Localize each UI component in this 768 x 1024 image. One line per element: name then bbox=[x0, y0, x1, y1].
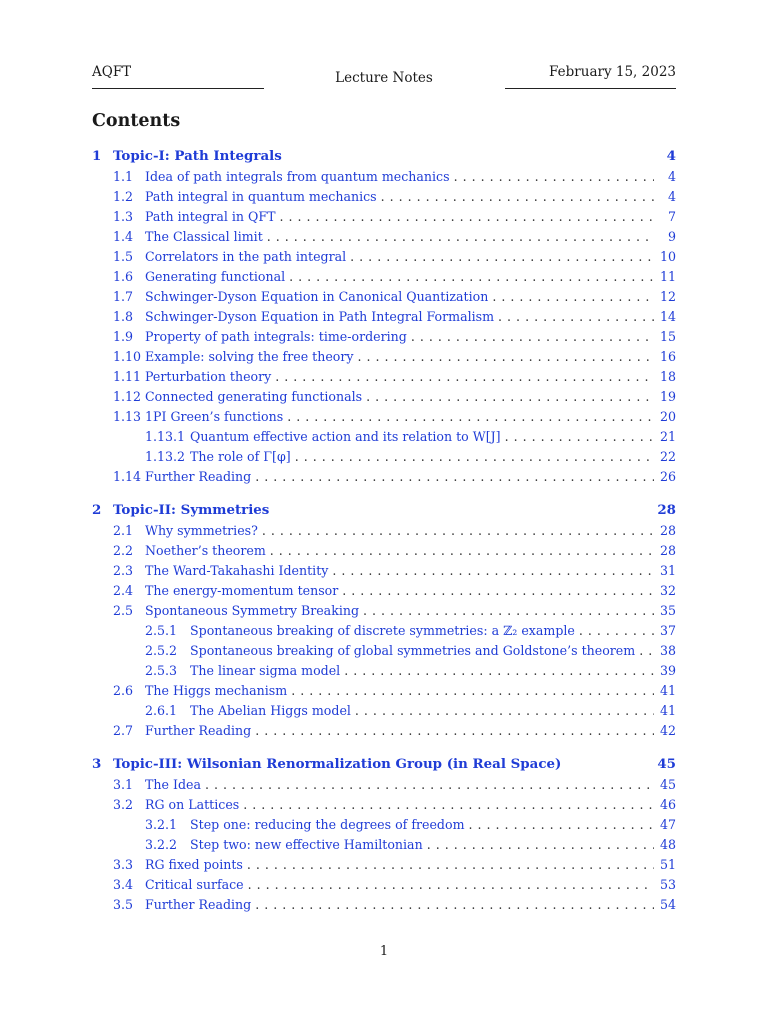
dot-leader bbox=[287, 407, 654, 427]
toc-entry-title: Critical surface bbox=[145, 877, 244, 892]
dot-leader bbox=[289, 267, 654, 287]
table-of-contents bbox=[92, 146, 676, 928]
dot-leader bbox=[205, 775, 654, 795]
header-right: February 15, 2023 bbox=[505, 64, 676, 89]
toc-entry-page: 4 bbox=[666, 148, 676, 164]
toc-entry-number: 2.5.1 bbox=[145, 623, 178, 638]
toc-entry-title: Example: solving the free theory bbox=[145, 349, 354, 364]
toc-subsection-entry[interactable] bbox=[92, 581, 676, 601]
toc-entry-page: 45 bbox=[657, 756, 676, 772]
toc-subsection-entry[interactable] bbox=[92, 541, 676, 561]
dot-leader bbox=[427, 835, 654, 855]
toc-subsection-entry[interactable] bbox=[92, 875, 676, 895]
toc-entry-number: 3.5 bbox=[113, 897, 134, 912]
toc-entry-number: 2.3 bbox=[113, 563, 134, 578]
toc-entry-number: 2.6.1 bbox=[145, 703, 178, 718]
toc-entry-title: Generating functional bbox=[145, 269, 286, 284]
toc-entry-number: 1.14 bbox=[113, 469, 142, 484]
toc-entry-title: Step one: reducing the degrees of freedom bbox=[190, 817, 465, 832]
toc-entry-page: 26 bbox=[659, 469, 676, 484]
toc-entry-page: 4 bbox=[667, 189, 676, 204]
toc-subsection-entry[interactable] bbox=[92, 467, 676, 487]
dot-leader bbox=[255, 721, 654, 741]
toc-subsection-entry[interactable] bbox=[92, 521, 676, 541]
dot-leader bbox=[350, 247, 654, 267]
toc-entry-title: The Idea bbox=[145, 777, 201, 792]
dot-leader bbox=[579, 621, 654, 641]
toc-entry-title: Further Reading bbox=[145, 897, 252, 912]
dot-leader bbox=[411, 327, 654, 347]
toc-entry-number: 1.10 bbox=[113, 349, 142, 364]
toc-entry-number: 3.2 bbox=[113, 797, 134, 812]
toc-entry-page: 10 bbox=[659, 249, 676, 264]
toc-entry-number: 1.4 bbox=[113, 229, 134, 244]
toc-subsubsection-entry[interactable] bbox=[92, 815, 676, 835]
toc-entry-title: Spontaneous Symmetry Breaking bbox=[145, 603, 360, 618]
toc-entry-page: 54 bbox=[659, 897, 676, 912]
dot-leader bbox=[363, 601, 654, 621]
toc-entry-page: 46 bbox=[659, 797, 676, 812]
toc-entry-number: 1.7 bbox=[113, 289, 134, 304]
dot-leader bbox=[267, 227, 654, 247]
dot-leader bbox=[255, 895, 654, 915]
toc-entry-number: 1.13 bbox=[113, 409, 142, 424]
toc-entry-number: 2.7 bbox=[113, 723, 134, 738]
toc-entry-page: 28 bbox=[657, 502, 676, 518]
dot-leader bbox=[270, 541, 654, 561]
toc-entry-number: 2.5.2 bbox=[145, 643, 178, 658]
toc-entry-title: Quantum effective action and its relation to W[J] bbox=[190, 429, 501, 444]
toc-entry-title: Schwinger-Dyson Equation in Path Integral Formalism bbox=[145, 309, 495, 324]
toc-subsubsection-entry[interactable] bbox=[92, 701, 676, 721]
toc-entry-number: 1.13.2 bbox=[145, 449, 186, 464]
toc-entry-number: 2.5 bbox=[113, 603, 134, 618]
toc-subsection-entry[interactable] bbox=[92, 601, 676, 621]
toc-entry-title: The Classical limit bbox=[145, 229, 263, 244]
dot-leader bbox=[498, 307, 654, 327]
toc-entry-page: 15 bbox=[659, 329, 676, 344]
toc-entry-number: 1.5 bbox=[113, 249, 134, 264]
toc-entry-number: 3.3 bbox=[113, 857, 134, 872]
toc-entry-page: 42 bbox=[659, 723, 676, 738]
toc-section-heading[interactable] bbox=[92, 500, 676, 521]
toc-entry-page: 16 bbox=[659, 349, 676, 364]
page-number: 1 bbox=[379, 944, 389, 959]
toc-entry-number: 1.1 bbox=[113, 169, 134, 184]
toc-entry-title: Why symmetries? bbox=[145, 523, 258, 538]
toc-subsubsection-entry[interactable] bbox=[92, 641, 676, 661]
toc-subsection-entry[interactable] bbox=[92, 307, 676, 327]
toc-subsection-entry[interactable] bbox=[92, 795, 676, 815]
toc-entry-number: 3.2.2 bbox=[145, 837, 178, 852]
toc-entry-title: Further Reading bbox=[145, 723, 252, 738]
toc-entry-title: Topic-I: Path Integrals bbox=[113, 148, 282, 164]
toc-subsubsection-entry[interactable] bbox=[92, 447, 676, 467]
toc-entry-page: 12 bbox=[659, 289, 676, 304]
toc-subsection-entry[interactable] bbox=[92, 207, 676, 227]
toc-entry-page: 38 bbox=[659, 643, 676, 658]
dot-leader bbox=[342, 581, 654, 601]
toc-subsection-entry[interactable] bbox=[92, 387, 676, 407]
toc-entry-title: Step two: new effective Hamiltonian bbox=[190, 837, 423, 852]
dot-leader bbox=[381, 187, 654, 207]
toc-entry-number: 1.13.1 bbox=[145, 429, 186, 444]
toc-entry-page: 32 bbox=[659, 583, 676, 598]
toc-entry-title: Connected generating functionals bbox=[145, 389, 363, 404]
toc-entry-title: Schwinger-Dyson Equation in Canonical Quantization bbox=[145, 289, 489, 304]
toc-entry-page: 9 bbox=[667, 229, 676, 244]
toc-subsection-entry[interactable] bbox=[92, 187, 676, 207]
toc-entry-title: RG on Lattices bbox=[145, 797, 240, 812]
dot-leader bbox=[492, 287, 654, 307]
toc-entry-number: 1.9 bbox=[113, 329, 134, 344]
toc-entry-number: 1.12 bbox=[113, 389, 142, 404]
toc-subsection-entry[interactable] bbox=[92, 855, 676, 875]
toc-entry-number: 3.2.1 bbox=[145, 817, 178, 832]
toc-section-heading[interactable] bbox=[92, 754, 676, 775]
dot-leader bbox=[332, 561, 654, 581]
toc-entry-number: 1 bbox=[92, 148, 102, 164]
toc-subsection-entry[interactable] bbox=[92, 227, 676, 247]
toc-entry-page: 18 bbox=[659, 369, 676, 384]
toc-entry-number: 1.2 bbox=[113, 189, 134, 204]
dot-leader bbox=[454, 167, 654, 187]
toc-subsection-entry[interactable] bbox=[92, 721, 676, 741]
toc-entry-title: The Ward-Takahashi Identity bbox=[145, 563, 329, 578]
toc-entry-title: Further Reading bbox=[145, 469, 252, 484]
toc-entry-page: 4 bbox=[667, 169, 676, 184]
toc-entry-title: Perturbation theory bbox=[145, 369, 272, 384]
toc-entry-title: 1PI Green’s functions bbox=[145, 409, 284, 424]
toc-entry-page: 35 bbox=[659, 603, 676, 618]
toc-subsection-entry[interactable] bbox=[92, 287, 676, 307]
toc-entry-number: 2.5.3 bbox=[145, 663, 178, 678]
toc-subsection-entry[interactable] bbox=[92, 775, 676, 795]
toc-entry-title: Path integral in QFT bbox=[145, 209, 276, 224]
toc-entry-number: 3 bbox=[92, 756, 102, 772]
toc-entry-title: The energy-momentum tensor bbox=[145, 583, 339, 598]
dot-leader bbox=[295, 447, 654, 467]
toc-section bbox=[92, 500, 676, 741]
toc-entry-title: Noether’s theorem bbox=[145, 543, 266, 558]
toc-entry-number: 1.3 bbox=[113, 209, 134, 224]
toc-entry-page: 45 bbox=[659, 777, 676, 792]
toc-entry-number: 1.11 bbox=[113, 369, 142, 384]
toc-entry-page: 47 bbox=[659, 817, 676, 832]
toc-entry-title: The role of Γ[φ] bbox=[190, 449, 291, 464]
dot-leader bbox=[248, 875, 654, 895]
toc-entry-number: 1.6 bbox=[113, 269, 134, 284]
toc-subsection-entry[interactable] bbox=[92, 327, 676, 347]
toc-entry-page: 51 bbox=[659, 857, 676, 872]
dot-leader bbox=[247, 855, 654, 875]
toc-entry-page: 19 bbox=[659, 389, 676, 404]
toc-entry-title: Topic-II: Symmetries bbox=[113, 502, 270, 518]
dot-leader bbox=[344, 661, 654, 681]
toc-entry-page: 53 bbox=[659, 877, 676, 892]
toc-entry-title: Spontaneous breaking of discrete symmetries: a ℤ₂ example bbox=[190, 623, 575, 638]
toc-entry-page: 41 bbox=[659, 683, 676, 698]
toc-subsubsection-entry[interactable] bbox=[92, 427, 676, 447]
toc-entry-page: 21 bbox=[659, 429, 676, 444]
toc-section bbox=[92, 754, 676, 915]
toc-entry-page: 11 bbox=[659, 269, 676, 284]
toc-section bbox=[92, 146, 676, 487]
dot-leader bbox=[275, 367, 654, 387]
dot-leader bbox=[262, 521, 654, 541]
dot-leader bbox=[279, 207, 654, 227]
toc-entry-page: 48 bbox=[659, 837, 676, 852]
dot-leader bbox=[366, 387, 654, 407]
toc-entry-page: 39 bbox=[659, 663, 676, 678]
toc-entry-page: 22 bbox=[659, 449, 676, 464]
dot-leader bbox=[358, 347, 655, 367]
toc-subsection-entry[interactable] bbox=[92, 247, 676, 267]
dot-leader bbox=[639, 641, 654, 661]
toc-entry-number: 2.4 bbox=[113, 583, 134, 598]
toc-entry-page: 41 bbox=[659, 703, 676, 718]
toc-entry-title: RG fixed points bbox=[145, 857, 243, 872]
toc-entry-title: Path integral in quantum mechanics bbox=[145, 189, 377, 204]
toc-subsubsection-entry[interactable] bbox=[92, 661, 676, 681]
toc-entry-title: The linear sigma model bbox=[190, 663, 341, 678]
toc-title: Contents bbox=[92, 111, 181, 131]
toc-entry-number: 2.2 bbox=[113, 543, 134, 558]
dot-leader bbox=[355, 701, 654, 721]
dot-leader bbox=[469, 815, 654, 835]
toc-entry-number: 3.4 bbox=[113, 877, 134, 892]
toc-subsubsection-entry[interactable] bbox=[92, 835, 676, 855]
toc-entry-title: Topic-III: Wilsonian Renormalization Group (in Real Space) bbox=[113, 756, 562, 772]
toc-subsection-entry[interactable] bbox=[92, 561, 676, 581]
toc-subsection-entry[interactable] bbox=[92, 167, 676, 187]
toc-entry-title: Correlators in the path integral bbox=[145, 249, 347, 264]
toc-subsection-entry[interactable] bbox=[92, 407, 676, 427]
toc-entry-title: The Higgs mechanism bbox=[145, 683, 288, 698]
toc-subsection-entry[interactable] bbox=[92, 895, 676, 915]
dot-leader bbox=[505, 427, 654, 447]
toc-subsection-entry[interactable] bbox=[92, 347, 676, 367]
toc-entry-page: 28 bbox=[659, 523, 676, 538]
toc-subsection-entry[interactable] bbox=[92, 267, 676, 287]
toc-subsection-entry[interactable] bbox=[92, 681, 676, 701]
header-center: Lecture Notes bbox=[335, 70, 433, 86]
header-left: AQFT bbox=[92, 64, 264, 89]
toc-entry-number: 2.6 bbox=[113, 683, 134, 698]
dot-leader bbox=[291, 681, 654, 701]
dot-leader bbox=[243, 795, 654, 815]
toc-entry-number: 1.8 bbox=[113, 309, 134, 324]
toc-entry-number: 3.1 bbox=[113, 777, 134, 792]
toc-entry-title: Property of path integrals: time-ordering bbox=[145, 329, 407, 344]
toc-entry-page: 20 bbox=[659, 409, 676, 424]
toc-entry-title: Spontaneous breaking of global symmetries and Goldstone’s theorem bbox=[190, 643, 636, 658]
toc-subsection-entry[interactable] bbox=[92, 367, 676, 387]
toc-entry-number: 2.1 bbox=[113, 523, 134, 538]
toc-subsubsection-entry[interactable] bbox=[92, 621, 676, 641]
toc-entry-page: 28 bbox=[659, 543, 676, 558]
toc-entry-page: 37 bbox=[659, 623, 676, 638]
toc-entry-title: Idea of path integrals from quantum mechanics bbox=[145, 169, 450, 184]
toc-section-heading[interactable] bbox=[92, 146, 676, 167]
toc-entry-page: 31 bbox=[659, 563, 676, 578]
dot-leader bbox=[255, 467, 654, 487]
toc-entry-number: 2 bbox=[92, 502, 102, 518]
toc-entry-page: 14 bbox=[659, 309, 676, 324]
toc-entry-title: The Abelian Higgs model bbox=[190, 703, 351, 718]
toc-entry-page: 7 bbox=[667, 209, 676, 224]
